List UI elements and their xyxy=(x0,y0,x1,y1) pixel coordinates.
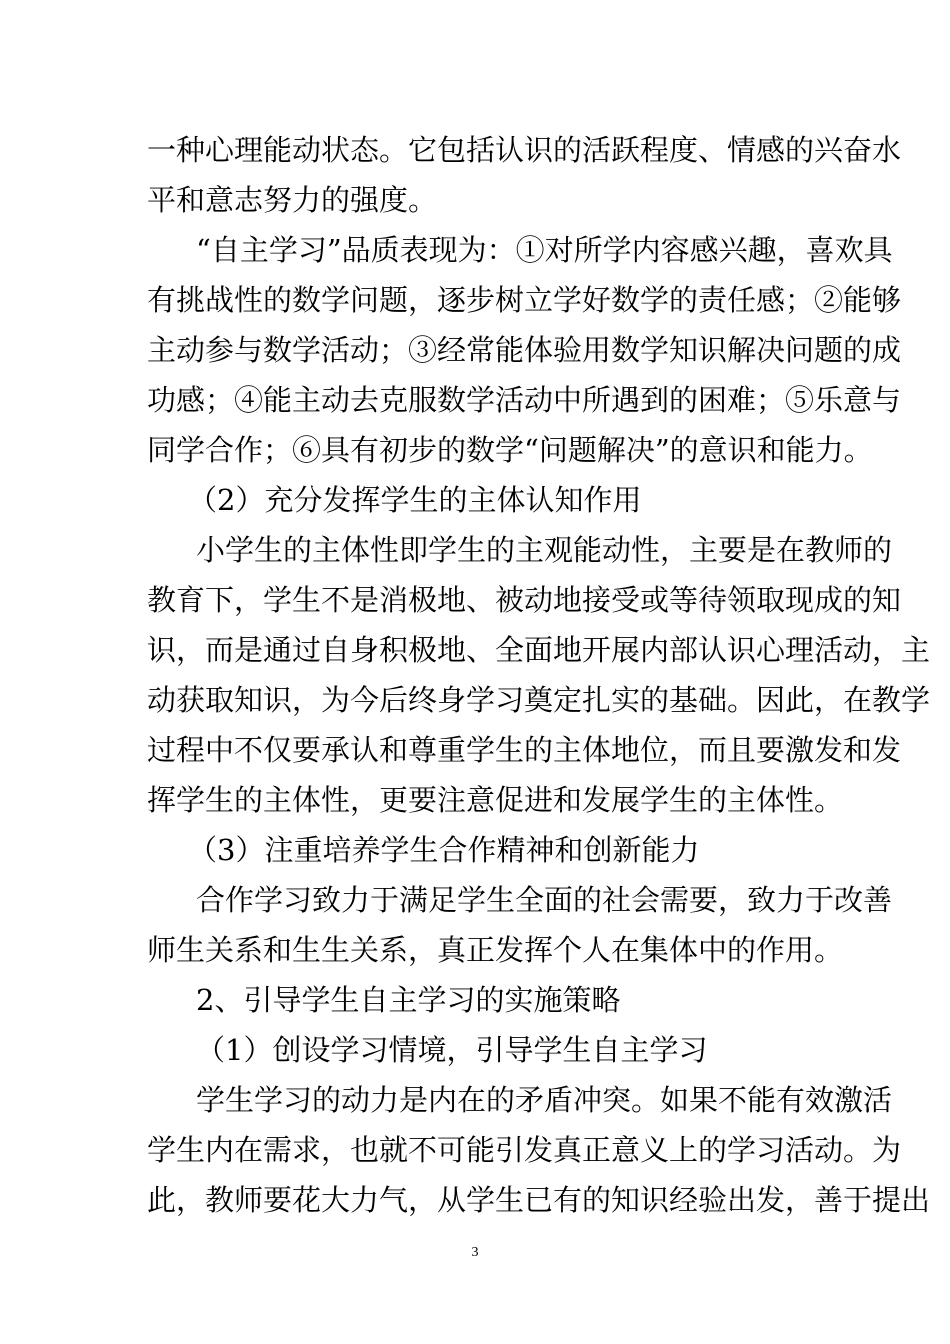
paragraph-line: “自主学习”品质表现为：①对所学内容感兴趣，喜欢具 xyxy=(196,233,893,267)
subheading-1: （1）创设学习情境，引导学生自主学习 xyxy=(196,1033,708,1067)
paragraph-line: 教育下，学生不是消极地、被动地接受或等待领取现成的知 xyxy=(147,583,902,617)
paragraph-line: 过程中不仅要承认和尊重学生的主体地位，而且要激发和发 xyxy=(147,733,902,767)
paragraph-line: 功感；④能主动去克服数学活动中所遇到的困难；⑤乐意与 xyxy=(147,383,902,417)
page-number: 3 xyxy=(471,1245,479,1260)
paragraph-line: 平和意志努力的强度。 xyxy=(147,183,438,217)
paragraph-line: 此，教师要花大力气，从学生已有的知识经验出发，善于提出 xyxy=(147,1183,931,1217)
section-heading: 2、引导学生自主学习的实施策略 xyxy=(196,983,621,1017)
paragraph-line: 合作学习致力于满足学生全面的社会需要，致力于改善 xyxy=(196,883,893,917)
paragraph-line: 动获取知识，为今后终身学习奠定扎实的基础。因此，在教学 xyxy=(147,683,931,717)
paragraph-line: 学生学习的动力是内在的矛盾冲突。如果不能有效激活 xyxy=(196,1083,893,1117)
subheading-3: （3）注重培养学生合作精神和创新能力 xyxy=(188,833,700,867)
paragraph-line: 识，而是通过自身积极地、全面地开展内部认识心理活动，主 xyxy=(147,633,931,667)
paragraph-line: 有挑战性的数学问题，逐步树立学好数学的责任感；②能够 xyxy=(147,283,902,317)
paragraph-line: 学生内在需求，也就不可能引发真正意义上的学习活动。为 xyxy=(147,1133,902,1167)
subheading-2: （2）充分发挥学生的主体认知作用 xyxy=(188,483,642,517)
paragraph-line: 主动参与数学活动；③经常能体验用数学知识解决问题的成 xyxy=(147,333,902,367)
paragraph-line: 师生关系和生生关系，真正发挥个人在集体中的作用。 xyxy=(147,933,844,967)
paragraph-line: 挥学生的主体性，更要注意促进和发展学生的主体性。 xyxy=(147,783,844,817)
paragraph-line: 同学合作；⑥具有初步的数学“问题解决”的意识和能力。 xyxy=(147,433,873,467)
paragraph-line: 小学生的主体性即学生的主观能动性，主要是在教师的 xyxy=(196,533,893,567)
paragraph-line: 一种心理能动状态。它包括认识的活跃程度、情感的兴奋水 xyxy=(147,133,902,167)
